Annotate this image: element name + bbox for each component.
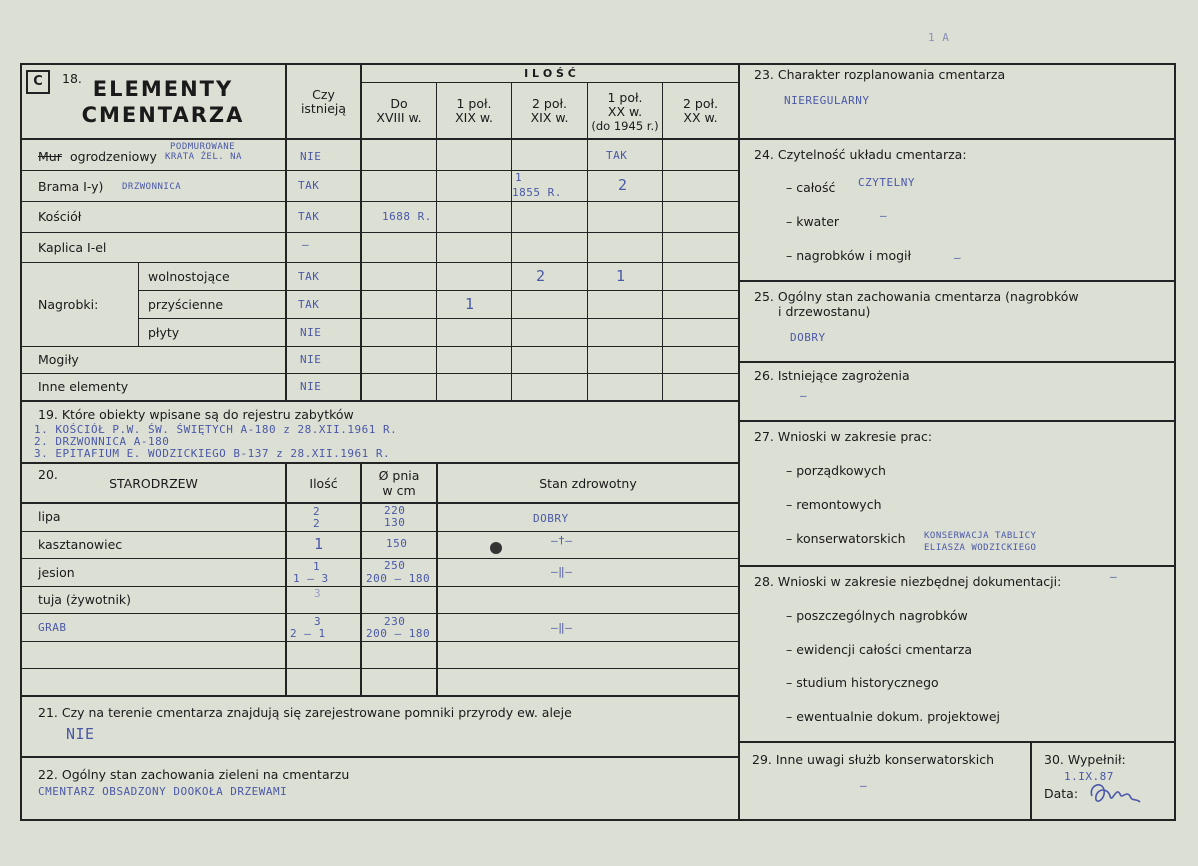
s27-p1: – porządkowych <box>786 463 886 478</box>
s20-hline-6 <box>20 668 738 669</box>
row-mogily-label: Mogiły <box>38 352 79 367</box>
row-brama-value: TAK <box>298 179 320 192</box>
s18-hline-r7 <box>20 346 738 347</box>
s22-title: 22. Ogólny stan zachowania zieleni na cmentarzu <box>38 767 350 782</box>
col1-line2: XVIII w. <box>376 110 422 125</box>
s18-number: 18. <box>62 71 82 86</box>
s26-value: — <box>800 389 808 402</box>
s27-bottom-line <box>738 565 1176 567</box>
s20-hline-header <box>20 502 738 504</box>
s21-title: 21. Czy na terenie cmentarza znajdują się zarejestrowane pomniki przyrody ew. aleje <box>38 705 572 720</box>
row-brama-col4: 2 <box>618 176 628 194</box>
tree-row-kasztanowiec-name: kasztanowiec <box>38 537 123 552</box>
col3-line1: 2 poł. <box>531 96 568 111</box>
nagrobki-wolno-col4: 1 <box>616 267 626 285</box>
frame-top-right <box>738 63 1176 65</box>
tree-row-tuja-name: tuja (żywotnik) <box>38 592 132 607</box>
row-inne-label: Inne elementy <box>38 379 129 394</box>
row-mur-value: NIE <box>300 150 322 163</box>
frame-right <box>1174 63 1176 821</box>
row-brama-hw: DRZWONNICA <box>122 182 182 192</box>
nagrobki-przysc-label: przyścienne <box>148 297 224 312</box>
nagrobki-wolno-col3: 2 <box>536 267 546 285</box>
row-mur-hw1: PODMUROWANE <box>170 142 236 152</box>
col1-line1: Do <box>390 96 408 111</box>
tree-row-jesion-stan: —‖— <box>551 565 573 578</box>
s24-calosc-label: – całość <box>786 180 836 195</box>
tree-row-grab-qty: 3 <box>314 615 322 628</box>
nagrobki-wolno-label: wolnostojące <box>148 269 230 284</box>
s27-p3-hw2: ELIASZA WODZICKIEGO <box>924 543 1037 553</box>
s23-bottom-line <box>738 138 1176 140</box>
s22-value: CMENTARZ OBSADZONY DOOKOŁA DRZEWAMI <box>38 785 288 798</box>
s19-title: 19. Które obiekty wpisane są do rejestru zabytków <box>38 407 354 422</box>
s27-p3: – konserwatorskich <box>786 531 906 546</box>
s20-hline-3 <box>20 586 738 587</box>
s23-value: NIEREGULARNY <box>784 94 870 107</box>
tree-row-kasztanowiec-stan: —†— <box>551 534 573 547</box>
nagrobki-label: Nagrobki: <box>38 297 99 312</box>
s20-hline-5 <box>20 641 738 642</box>
s25-bottom-line <box>738 361 1176 363</box>
s28-title: 28. Wnioski w zakresie niezbędnej dokumentacji: <box>754 574 1062 589</box>
s27-p3-hw1: KONSERWACJA TABLICY <box>924 531 1037 541</box>
tree-row-lipa-d: 220 <box>384 504 406 517</box>
tree-row-grab-d2: 200 — 180 <box>366 627 431 640</box>
frame-bottom-left <box>20 819 740 821</box>
s20-d-header1: Ø pnia <box>378 468 420 483</box>
tree-row-lipa-qty2: 2 <box>313 517 321 530</box>
s20-qty-header: Ilość <box>309 476 338 491</box>
row-brama-col3-b: 1855 R. <box>512 186 562 199</box>
s24-nagrobkow-label: – nagrobków i mogił <box>786 248 912 263</box>
nagrobki-przysc-col2: 1 <box>465 295 475 313</box>
col5-line1: 2 poł. <box>682 96 719 111</box>
s28-p3: – studium historycznego <box>786 675 939 690</box>
s27-p2: – remontowych <box>786 497 882 512</box>
s18-title-line1: ELEMENTY <box>92 77 234 101</box>
s18-vline-4 <box>662 83 663 401</box>
tree-row-jesion-name: jesion <box>38 565 75 580</box>
s24-calosc-value: CZYTELNY <box>858 176 915 189</box>
s18-hline-r2 <box>20 201 738 202</box>
col2-line1: 1 poł. <box>456 96 492 111</box>
s20-hline-bottom <box>20 695 738 697</box>
s18-hline-ilosc <box>362 82 738 83</box>
frame-bottom-right <box>738 819 1176 821</box>
s18-ilosc-label: I L O Ś Ć <box>524 67 576 80</box>
s28-p4: – ewentualnie dokum. projektowej <box>786 709 1001 724</box>
col3-line2: XIX w. <box>530 110 569 125</box>
s30-date-value: 1.IX.87 <box>1064 770 1114 783</box>
s26-bottom-line <box>738 420 1176 422</box>
col5-line2: XX w. <box>683 110 718 125</box>
s20-stan-header: Stan zdrowotny <box>539 476 637 491</box>
row-brama-col3-a: 1 <box>515 171 523 184</box>
s24-bottom-line <box>738 280 1176 282</box>
s30-date-label: Data: <box>1044 786 1079 801</box>
s29-value: — <box>860 779 868 792</box>
s20-vline-name <box>285 462 287 696</box>
s19-line2: 2. DRZWONNICA A-180 <box>34 435 170 448</box>
row-kosciol-value: TAK <box>298 210 320 223</box>
s30-title: 30. Wypełnił: <box>1044 752 1126 767</box>
s18-hline-header <box>20 138 738 140</box>
s25-title-line1: 25. Ogólny stan zachowania cmentarza (nagrobków <box>754 289 1079 304</box>
tree-row-lipa-name: lipa <box>38 509 61 524</box>
s18-vline-2 <box>511 83 512 401</box>
s20-title: STARODRZEW <box>109 476 198 491</box>
row-mur-label: ogrodzeniowy <box>70 149 157 164</box>
s27-title: 27. Wnioski w zakresie prac: <box>754 429 933 444</box>
nagrobki-plyty-value: NIE <box>300 326 322 339</box>
s20-d-header2: w cm <box>382 483 416 498</box>
col4-line3: (do 1945 r.) <box>591 119 659 133</box>
s18-hline-r6 <box>138 318 738 319</box>
tree-row-lipa-d2: 130 <box>384 516 406 529</box>
tree-row-grab-d: 230 <box>384 615 406 628</box>
s20-hline-4 <box>20 613 738 614</box>
tree-row-jesion-d2: 200 — 180 <box>366 572 431 585</box>
s28-p1: – poszczególnych nagrobków <box>786 608 968 623</box>
tree-row-jesion-qty: 1 <box>313 560 321 573</box>
s21-bottom-line <box>20 756 738 758</box>
s21-value: NIE <box>66 725 95 743</box>
s18-title-line2: CMENTARZA <box>81 103 245 127</box>
s24-kwater-value: — <box>880 209 888 222</box>
col2-line2: XIX w. <box>455 110 493 125</box>
hole-punch-dot <box>490 542 502 554</box>
s18-vline-nagrobki <box>138 262 139 346</box>
row-kosciol-label: Kościół <box>38 209 82 224</box>
tree-row-jesion-qty2: 1 — 3 <box>293 572 329 585</box>
tree-row-kasztanowiec-d: 150 <box>386 537 408 550</box>
s18-hline-r4 <box>20 262 738 263</box>
s20-number: 20. <box>38 467 58 482</box>
s29-title: 29. Inne uwagi służb konserwatorskich <box>752 752 994 767</box>
tree-row-kasztanowiec-qty: 1 <box>314 535 324 553</box>
s18-czy-label1: Czy <box>312 87 335 102</box>
signature <box>1086 776 1146 812</box>
s20-hline-2 <box>20 558 738 559</box>
col4-line1: 1 poł. <box>607 90 643 105</box>
row-mur-struck: Mur <box>38 149 62 164</box>
tree-row-tuja-qty: 3 <box>314 587 322 600</box>
tree-row-grab-stan: —‖— <box>551 621 573 634</box>
frame-top-left <box>20 63 740 65</box>
s28-title-value: — <box>1110 570 1118 583</box>
row-brama-label: Brama I-y) <box>38 179 104 194</box>
frame-divider <box>738 63 740 821</box>
row-mogily-value: NIE <box>300 353 322 366</box>
s19-line3: 3. EPITAFIUM E. WODZICKIEGO B-137 z 28.XII.1961 R. <box>34 447 391 460</box>
row-mur-hw2: KRATA ŻEL. NA <box>165 152 242 162</box>
s19-bottom-line <box>20 462 738 464</box>
s29-s30-divider <box>1030 741 1032 821</box>
s24-nagrobkow-value: — <box>954 251 962 264</box>
tree-row-lipa-qty: 2 <box>313 505 321 518</box>
s18-hline-r1 <box>20 170 738 171</box>
s25-value: DOBRY <box>790 331 826 344</box>
row-kaplica-value: — <box>302 238 310 251</box>
s24-kwater-label: – kwater <box>786 214 840 229</box>
tree-row-lipa-stan: DOBRY <box>533 512 569 525</box>
s18-vline-1 <box>436 83 437 401</box>
col4-line2: XX w. <box>607 104 643 119</box>
s18-hline-r5 <box>138 290 738 291</box>
frame-left <box>20 63 22 821</box>
s20-vline-d <box>436 462 438 696</box>
s26-title: 26. Istniejące zagrożenia <box>754 368 910 383</box>
nagrobki-wolno-value: TAK <box>298 270 320 283</box>
s23-title: 23. Charakter rozplanowania cmentarza <box>754 67 1006 82</box>
tree-row-jesion-d: 250 <box>384 559 406 572</box>
s28-bottom-line <box>738 741 1176 743</box>
s19-line1: 1. KOŚCIÓŁ P.W. ŚW. ŚWIĘTYCH A-180 z 28.XII.1961 R. <box>34 423 398 436</box>
row-kosciol-col1: 1688 R. <box>382 210 432 223</box>
top-handwriting: 1 A <box>928 31 950 44</box>
s24-title: 24. Czytelność układu cmentarza: <box>754 147 967 162</box>
tree-row-grab-name: GRAB <box>38 621 67 634</box>
row-inne-value: NIE <box>300 380 322 393</box>
row-kaplica-label: Kaplica I-el <box>38 240 107 255</box>
row-mur-col4: TAK <box>606 149 628 162</box>
s18-hline-bottom <box>20 400 738 402</box>
section-letter-box: C <box>26 70 50 94</box>
s25-title-line2: i drzewostanu) <box>778 304 871 319</box>
s28-p2: – ewidencji całości cmentarza <box>786 642 973 657</box>
tree-row-grab-qty2: 2 — 1 <box>290 627 326 640</box>
s18-hline-r3 <box>20 232 738 233</box>
nagrobki-przysc-value: TAK <box>298 298 320 311</box>
s18-hline-r8 <box>20 373 738 374</box>
nagrobki-plyty-label: płyty <box>148 325 180 340</box>
s20-hline-1 <box>20 531 738 532</box>
s18-czy-label2: istnieją <box>300 101 347 116</box>
